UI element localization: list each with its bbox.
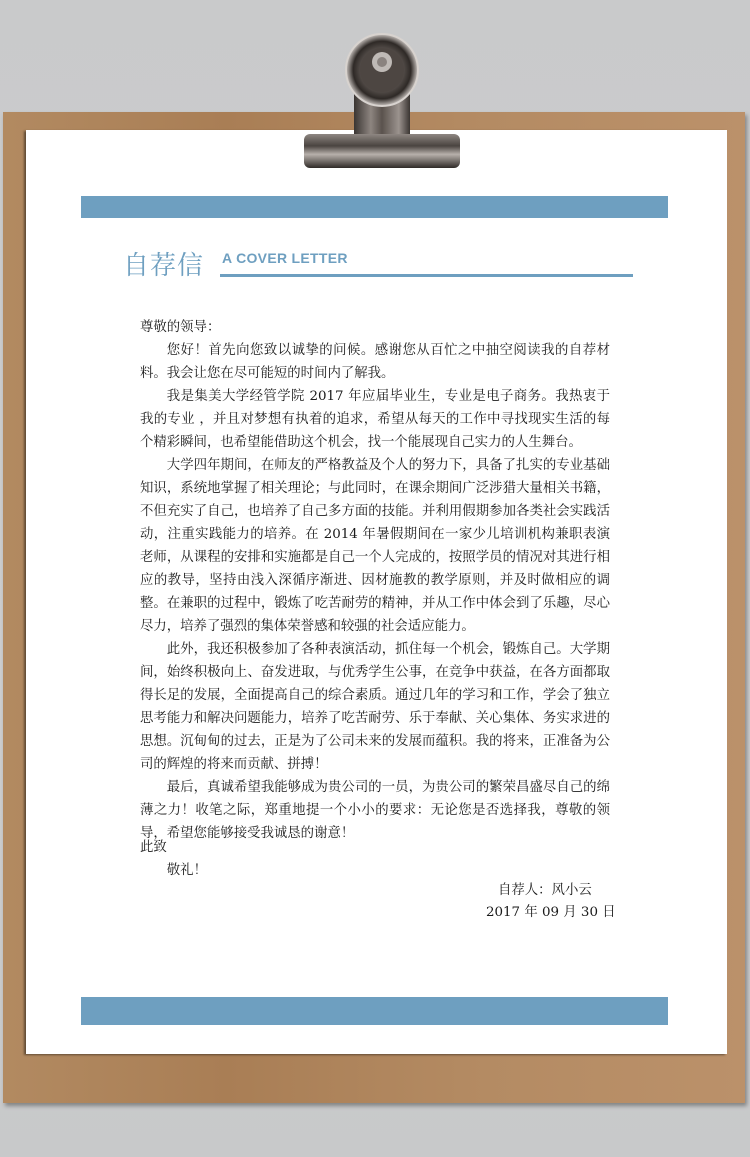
bottom-accent-bar (81, 997, 668, 1025)
paragraph-education: 大学四年期间，在师友的严格教益及个人的努力下，具备了扎实的专业基础知识，系统地掌握了相关理论；与此同时，在课余期间广泛涉猎大量相关书籍，不但充实了自己，也培养了自己多方面的技能。并利用假期参加各类社会实践活动，注重实践能力的培养。在 2014 年暑假期间在一家少儿培训机构兼职表演老师，从课程的安排和实施都是自己一个人完成的，按照学员的情况对其进行相应的教导，坚持由浅入深循序渐进、因材施教的教学原则，并及时做相应的调整。在兼职的过程中，锻炼了吃苦耐劳的精神，并从工作中体会到了乐趣，尽心尽力，培养了强烈的集体荣誉感和较强的社会适应能力。 (140, 458, 610, 634)
paragraph-intro: 我是集美大学经管学院 2017 年应届毕业生，专业是电子商务。我热衷于我的专业 ，并且对梦想有执着的追求，希望从每天的工作中寻找现实生活的每个精彩瞬间，也希望能借助这个机会，找一个能展现自己实力的人生舞台。 (140, 389, 610, 450)
closing-line-2: 敬礼！ (166, 863, 207, 878)
binder-clip-icon (296, 22, 468, 172)
date: 2017 年 09 月 30 日 (486, 905, 616, 920)
closing (140, 836, 207, 882)
salutation: 尊敬的领导： (140, 320, 221, 335)
letter-body (140, 316, 610, 845)
paragraph-activities: 此外，我还积极参加了各种表演活动，抓住每一个机会，锻炼自己。大学期间，始终积极向上、奋发进取，与优秀学生公事，在竞争中获益，在各方面都取得长足的发展，全面提高自己的综合素质。通过几年的学习和工作，学会了独立思考能力和解决问题能力，培养了吃苦耐劳、乐于奉献、关心集体、务实求进的思想。沉甸甸的过去，正是为了公司未来的发展而蕴积。我的将来，正准备为公司的辉煌的将来而贡献、拼搏！ (140, 642, 610, 772)
paragraph-greeting: 您好！首先向您致以诚挚的问候。感谢您从百忙之中抽空阅读我的自荐材料。我会让您在尽可能短的时间内了解我。 (140, 343, 610, 381)
top-accent-bar (81, 196, 668, 218)
signature: 自荐人：风小云 (498, 883, 592, 898)
title-underline (220, 274, 633, 277)
title-english: A COVER LETTER (222, 250, 348, 266)
paragraph-conclusion: 最后，真诚希望我能够成为贵公司的一员，为贵公司的繁荣昌盛尽自己的绵薄之力！收笔之际，郑重地提一个小小的要求：无论您是否选择我，尊敬的领导，希望您能够接受我诚恳的谢意！ (140, 780, 610, 841)
closing-line-1: 此致 (140, 840, 167, 855)
signature-block (486, 880, 616, 924)
letter-paper (26, 130, 727, 1054)
title-chinese: 自荐信 (123, 251, 205, 281)
